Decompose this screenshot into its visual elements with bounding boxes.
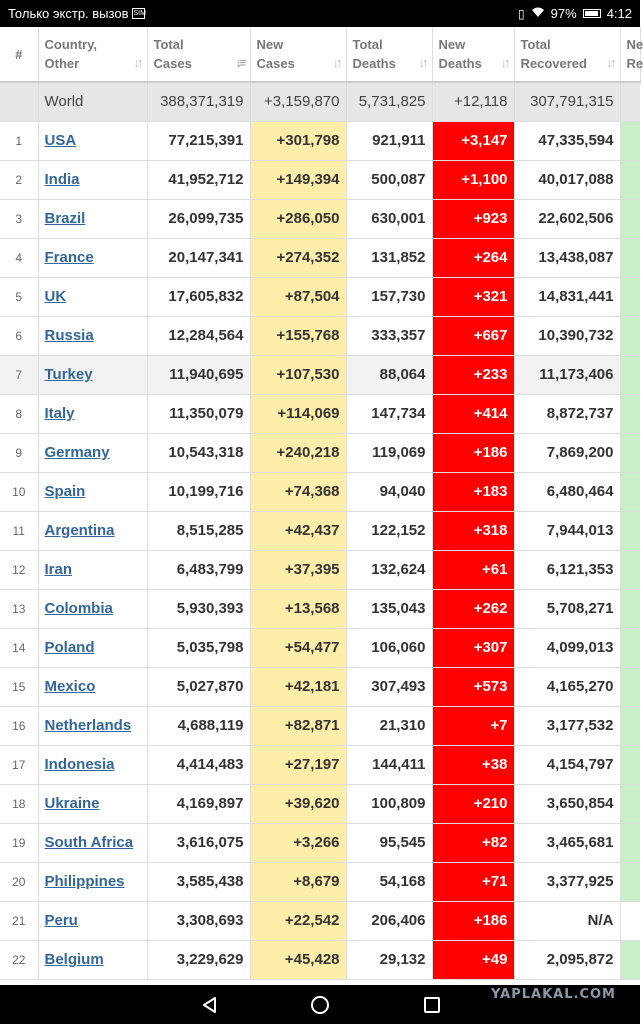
country-cell [38,589,147,628]
country-link[interactable]: Mexico [44,678,96,695]
new-cases-cell: +22,542 [250,901,346,940]
new-cases-cell: +82,871 [250,706,346,745]
total-deaths-cell: 147,734 [346,394,432,433]
sort-icon[interactable]: ↓↑ [133,55,141,70]
new-recovered-cell [620,199,640,238]
total-deaths-cell: 122,152 [346,511,432,550]
total-deaths-cell: 119,069 [346,433,432,472]
covid-table [0,27,641,980]
total-recovered-cell: 3,650,854 [514,784,620,823]
country-cell [38,472,147,511]
header-total-cases[interactable] [147,27,250,82]
table-row [0,472,640,511]
sort-icon[interactable]: ↓↑ [606,55,614,70]
table-row [0,862,640,901]
header-total-recovered-line2: Recovered [520,56,587,71]
home-icon[interactable] [310,995,330,1015]
new-cases-cell: +8,679 [250,862,346,901]
table-row [0,940,640,979]
total-recovered-cell: 8,872,737 [514,394,620,433]
country-link[interactable]: South Africa [44,834,134,851]
total-cases-cell: 26,099,735 [147,199,250,238]
new-cases-cell: +107,530 [250,355,346,394]
total-cases-cell: 11,350,079 [147,394,250,433]
total-recovered-cell: 6,121,353 [514,550,620,589]
recent-apps-icon[interactable] [422,995,442,1015]
new-deaths-cell: +573 [432,667,514,706]
new-cases-cell: +45,428 [250,940,346,979]
header-new-deaths-line2: Deaths [438,56,482,71]
total-cases-cell: 11,940,695 [147,355,250,394]
header-new-cases-line1: New [256,37,284,52]
new-cases-cell: +274,352 [250,238,346,277]
new-recovered-cell [620,433,640,472]
rank-cell: 8 [0,394,38,433]
total-cases-cell: 6,483,799 [147,550,250,589]
header-new-deaths-line1: New [438,37,466,52]
new-cases-cell: +149,394 [250,160,346,199]
country-cell [38,238,147,277]
new-cases-cell: +39,620 [250,784,346,823]
total-cases-cell: 5,027,870 [147,667,250,706]
country-link[interactable]: Italy [44,405,75,422]
new-recovered-cell [620,316,640,355]
rank-cell: 20 [0,862,38,901]
table-row [0,316,640,355]
new-recovered-cell [620,784,640,823]
rank-cell: 19 [0,823,38,862]
rank-cell: 22 [0,940,38,979]
total-deaths-cell: 94,040 [346,472,432,511]
country-cell [38,823,147,862]
header-new-recovered-line1: Ne [626,37,643,52]
header-new-recovered[interactable] [620,27,643,82]
new-recovered-cell [620,745,640,784]
rank-cell: 2 [0,160,38,199]
total-recovered-cell: 4,154,797 [514,745,620,784]
new-deaths-cell: +186 [432,901,514,940]
total-cases-cell: 10,543,318 [147,433,250,472]
total-deaths-cell: 144,411 [346,745,432,784]
total-recovered-cell: 2,095,872 [514,940,620,979]
total-deaths-cell: 333,357 [346,316,432,355]
country-link[interactable]: Turkey [44,366,93,383]
country-cell [38,745,147,784]
carrier-text: Только экстр. вызов [8,6,129,21]
total-cases-cell: 5,930,393 [147,589,250,628]
new-deaths-cell: +12,118 [432,82,514,121]
rank-cell: 6 [0,316,38,355]
table-row [0,784,640,823]
back-icon[interactable] [200,995,220,1015]
total-deaths-cell: 206,406 [346,901,432,940]
total-deaths-cell: 21,310 [346,706,432,745]
header-new-deaths[interactable] [432,27,514,82]
total-cases-cell: 3,308,693 [147,901,250,940]
country-cell [38,550,147,589]
new-cases-cell: +54,477 [250,628,346,667]
total-deaths-cell: 131,852 [346,238,432,277]
country-link[interactable]: Colombia [44,600,113,617]
country-link[interactable]: Argentina [44,522,115,539]
rank-cell: 9 [0,433,38,472]
table-row [0,394,640,433]
country-link[interactable]: Ukraine [44,795,100,812]
rank-cell: 18 [0,784,38,823]
total-cases-cell: 3,616,075 [147,823,250,862]
table-row [0,511,640,550]
table-row [0,121,640,160]
new-deaths-cell: +667 [432,316,514,355]
new-cases-cell: +13,568 [250,589,346,628]
rank-cell: 15 [0,667,38,706]
country-link[interactable]: France [44,249,94,266]
country-cell [38,394,147,433]
total-recovered-cell: 3,177,532 [514,706,620,745]
new-cases-cell: +3,159,870 [250,82,346,121]
header-rank[interactable]: # [0,27,38,82]
new-recovered-cell [620,511,640,550]
new-deaths-cell: +49 [432,940,514,979]
country-cell [38,121,147,160]
new-recovered-cell [620,238,640,277]
sort-desc-icon[interactable]: ↓≡ [235,55,244,70]
header-new-cases-line2: Cases [256,56,295,71]
new-cases-cell: +27,197 [250,745,346,784]
total-deaths-cell: 157,730 [346,277,432,316]
new-deaths-cell: +183 [432,472,514,511]
rank-cell: 16 [0,706,38,745]
total-recovered-cell: 6,480,464 [514,472,620,511]
rank-cell: 14 [0,628,38,667]
country-link[interactable]: Netherlands [44,717,132,734]
new-recovered-cell [620,160,640,199]
new-recovered-cell [620,355,640,394]
new-recovered-cell [620,550,640,589]
total-recovered-cell: 5,708,271 [514,589,620,628]
header-new-recovered-line2: Re [626,56,643,71]
country-cell [38,199,147,238]
total-cases-cell: 4,169,897 [147,784,250,823]
total-cases-cell: 17,605,832 [147,277,250,316]
country-cell: World [38,82,147,121]
new-recovered-cell [620,901,640,940]
country-cell [38,355,147,394]
total-deaths-cell: 95,545 [346,823,432,862]
new-cases-cell: +74,368 [250,472,346,511]
total-cases-cell: 12,284,564 [147,316,250,355]
header-total-deaths-line1: Total [352,37,383,52]
total-deaths-cell: 5,731,825 [346,82,432,121]
total-recovered-cell: 7,869,200 [514,433,620,472]
battery-icon [583,9,601,18]
total-recovered-cell: 14,831,441 [514,277,620,316]
total-recovered-cell: 7,944,013 [514,511,620,550]
header-total-cases-line2: Cases [153,56,192,71]
country-cell [38,940,147,979]
total-deaths-cell: 135,043 [346,589,432,628]
header-country-line2: Other [44,56,80,71]
total-cases-cell: 4,414,483 [147,745,250,784]
new-cases-cell: +3,266 [250,823,346,862]
table-row [0,901,640,940]
new-recovered-cell [620,823,640,862]
new-cases-cell: +114,069 [250,394,346,433]
table-row [0,199,640,238]
country-cell [38,160,147,199]
header-country[interactable] [38,27,147,82]
total-deaths-cell: 132,624 [346,550,432,589]
new-recovered-cell [620,706,640,745]
clock: 4:12 [606,6,632,21]
new-deaths-cell: +321 [432,277,514,316]
new-recovered-cell [620,589,640,628]
total-recovered-cell: 40,017,088 [514,160,620,199]
table-row [0,706,640,745]
header-total-recovered-line1: Total [520,37,551,52]
table-row [0,277,640,316]
country-link[interactable]: Poland [44,639,95,656]
table-row [0,355,640,394]
total-recovered-cell: 10,390,732 [514,316,620,355]
total-recovered-cell: 47,335,594 [514,121,620,160]
country-link[interactable]: Indonesia [44,756,115,773]
country-link[interactable]: Philippines [44,873,125,890]
country-cell [38,433,147,472]
rank-cell: 13 [0,589,38,628]
country-link[interactable]: Brazil [44,210,86,227]
table-row [0,628,640,667]
total-cases-cell: 3,229,629 [147,940,250,979]
covid-table-container[interactable] [0,27,643,985]
country-cell [38,277,147,316]
new-recovered-cell [620,121,640,160]
rank-cell: 10 [0,472,38,511]
total-recovered-cell: 3,377,925 [514,862,620,901]
new-deaths-cell: +307 [432,628,514,667]
new-recovered-cell [620,667,640,706]
header-country-line1: Country, [44,37,97,52]
new-deaths-cell: +7 [432,706,514,745]
status-bar [0,0,640,27]
rank-cell: 7 [0,355,38,394]
new-deaths-cell: +414 [432,394,514,433]
total-cases-cell: 10,199,716 [147,472,250,511]
country-link[interactable]: Belgium [44,951,104,968]
header-total-deaths[interactable] [346,27,432,82]
new-cases-cell: +286,050 [250,199,346,238]
new-deaths-cell: +1,100 [432,160,514,199]
total-cases-cell: 41,952,712 [147,160,250,199]
country-link[interactable]: Iran [44,561,73,578]
total-recovered-cell: N/A [514,901,620,940]
new-deaths-cell: +61 [432,550,514,589]
country-link[interactable]: Germany [44,444,110,461]
new-cases-cell: +301,798 [250,121,346,160]
android-nav-bar [0,985,640,1024]
total-deaths-cell: 54,168 [346,862,432,901]
world-row [0,82,640,121]
country-cell [38,667,147,706]
total-cases-cell: 5,035,798 [147,628,250,667]
rank-cell: 21 [0,901,38,940]
total-deaths-cell: 630,001 [346,199,432,238]
new-deaths-cell: +318 [432,511,514,550]
table-row [0,745,640,784]
sort-icon[interactable]: ↓↑ [418,55,426,70]
table-row [0,433,640,472]
total-cases-cell: 388,371,319 [147,82,250,121]
new-deaths-cell: +264 [432,238,514,277]
new-cases-cell: +42,437 [250,511,346,550]
rank-cell: 4 [0,238,38,277]
total-cases-cell: 3,585,438 [147,862,250,901]
total-cases-cell: 4,688,119 [147,706,250,745]
new-recovered-cell [620,472,640,511]
country-cell [38,784,147,823]
rank-cell: 5 [0,277,38,316]
new-recovered-cell [620,628,640,667]
new-deaths-cell: +233 [432,355,514,394]
table-row [0,160,640,199]
table-row [0,238,640,277]
watermark: YAPLAKAL.COM [491,987,616,1002]
header-total-cases-line1: Total [153,37,184,52]
total-recovered-cell: 13,438,087 [514,238,620,277]
new-recovered-cell [620,940,640,979]
total-deaths-cell: 88,064 [346,355,432,394]
new-deaths-cell: +82 [432,823,514,862]
country-link[interactable]: Peru [44,912,78,929]
total-deaths-cell: 500,087 [346,160,432,199]
country-link[interactable]: USA [44,132,77,149]
rank-cell: 12 [0,550,38,589]
total-deaths-cell: 921,911 [346,121,432,160]
total-cases-cell: 8,515,285 [147,511,250,550]
wifi-icon [531,7,545,21]
total-deaths-cell: 100,809 [346,784,432,823]
new-recovered-cell [620,862,640,901]
total-recovered-cell: 3,465,681 [514,823,620,862]
total-recovered-cell: 307,791,315 [514,82,620,121]
new-deaths-cell: +71 [432,862,514,901]
sort-icon[interactable]: ↓↑ [332,55,340,70]
total-cases-cell: 20,147,341 [147,238,250,277]
header-new-cases[interactable] [250,27,346,82]
new-deaths-cell: +3,147 [432,121,514,160]
country-link[interactable]: Russia [44,327,94,344]
country-link[interactable]: India [44,171,80,188]
vibrate-icon: ▯ [518,6,525,21]
table-row [0,589,640,628]
new-deaths-cell: +210 [432,784,514,823]
header-total-recovered[interactable] [514,27,620,82]
rank-cell [0,82,38,121]
country-cell [38,316,147,355]
total-deaths-cell: 29,132 [346,940,432,979]
new-recovered-cell [620,394,640,433]
country-link[interactable]: Spain [44,483,86,500]
country-cell [38,862,147,901]
header-total-deaths-line2: Deaths [352,56,396,71]
total-recovered-cell: 4,165,270 [514,667,620,706]
new-cases-cell: +42,181 [250,667,346,706]
new-cases-cell: +240,218 [250,433,346,472]
sort-icon[interactable]: ↓↑ [500,55,508,70]
new-deaths-cell: +262 [432,589,514,628]
table-header-row [0,27,640,82]
battery-percent: 97% [550,6,577,21]
country-cell [38,706,147,745]
total-recovered-cell: 4,099,013 [514,628,620,667]
country-cell [38,628,147,667]
total-deaths-cell: 106,060 [346,628,432,667]
sim-icon: SIM [133,10,146,17]
total-recovered-cell: 11,173,406 [514,355,620,394]
rank-cell: 1 [0,121,38,160]
total-deaths-cell: 307,493 [346,667,432,706]
new-cases-cell: +155,768 [250,316,346,355]
total-recovered-cell: 22,602,506 [514,199,620,238]
rank-cell: 11 [0,511,38,550]
table-row [0,823,640,862]
new-deaths-cell: +186 [432,433,514,472]
new-deaths-cell: +923 [432,199,514,238]
country-link[interactable]: UK [44,288,67,305]
country-cell [38,511,147,550]
rank-cell: 17 [0,745,38,784]
new-cases-cell: +87,504 [250,277,346,316]
table-row [0,550,640,589]
new-cases-cell: +37,395 [250,550,346,589]
table-row [0,667,640,706]
country-cell [38,901,147,940]
rank-cell: 3 [0,199,38,238]
new-deaths-cell: +38 [432,745,514,784]
new-recovered-cell [620,277,640,316]
total-cases-cell: 77,215,391 [147,121,250,160]
new-recovered-cell [620,82,640,121]
